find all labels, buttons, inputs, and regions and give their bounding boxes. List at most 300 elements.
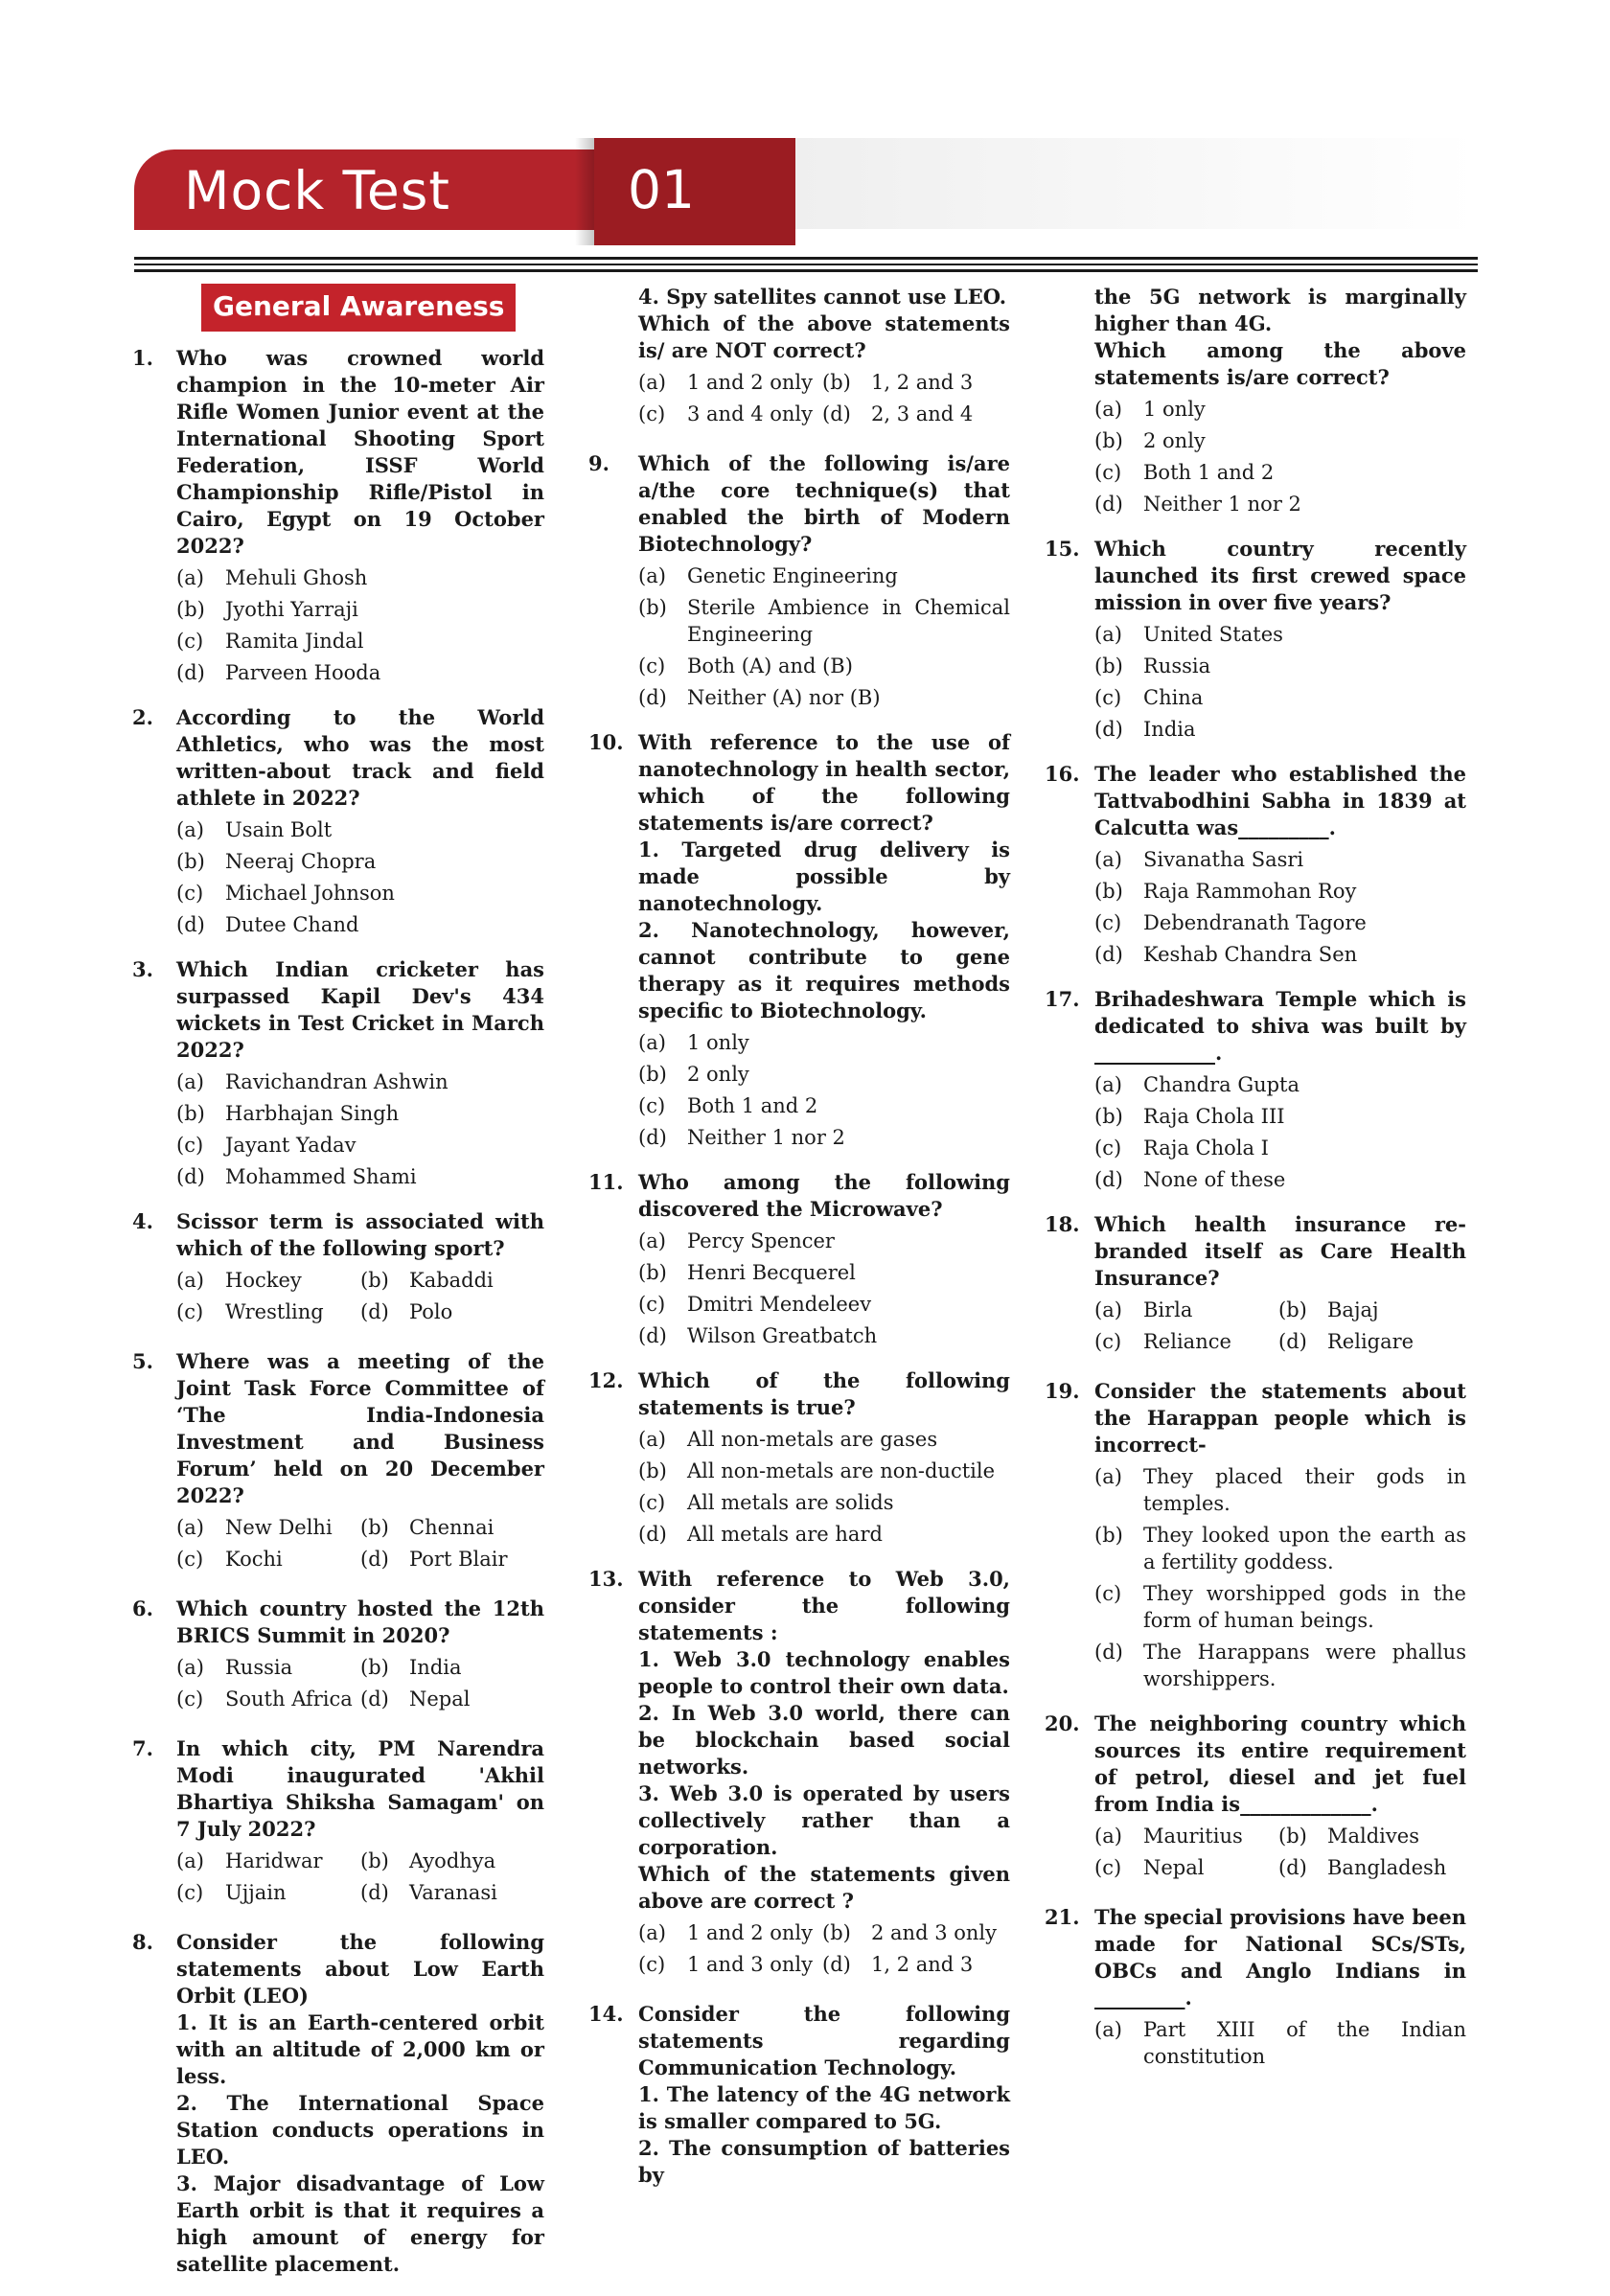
option[interactable] (176, 1100, 544, 1127)
question-number: 1. (132, 346, 153, 370)
option[interactable] (176, 628, 544, 654)
option[interactable] (638, 1092, 1010, 1119)
option[interactable] (1094, 1166, 1466, 1193)
option-text: 1 only (1143, 398, 1206, 421)
option-label: (c) (176, 630, 204, 653)
options-grid (176, 1654, 544, 1717)
option-label: (b) (1094, 654, 1123, 677)
option-label: (d) (360, 1688, 389, 1711)
statement: 3. Major disadvantage of Low Earth orbit is that it requires a high amount of energy for satellite placement. (176, 2171, 544, 2276)
option[interactable] (1094, 2016, 1466, 2070)
question-number: 11. (588, 1170, 624, 1194)
option-label: (b) (176, 1102, 205, 1125)
option-label: (b) (176, 598, 205, 621)
options-grid (176, 1848, 544, 1911)
option[interactable] (176, 1163, 544, 1190)
option-label: (d) (176, 661, 205, 684)
option[interactable] (1094, 396, 1466, 423)
option-label: (b) (1278, 1825, 1307, 1848)
option-text: Nepal (409, 1688, 471, 1711)
question-18 (1045, 1211, 1466, 1360)
option-text: 1 and 3 only (687, 1953, 813, 1976)
option-label: (a) (176, 1269, 204, 1292)
option-text: The Harappans were phallus worshippers. (1143, 1641, 1466, 1690)
option[interactable] (1278, 1823, 1466, 1849)
option[interactable] (176, 1068, 544, 1095)
option-label: (d) (1094, 1168, 1123, 1191)
option[interactable] (822, 369, 1010, 396)
option-label: (b) (176, 850, 205, 873)
option-label: (d) (360, 1881, 389, 1904)
option[interactable] (176, 1686, 360, 1712)
option[interactable] (1094, 653, 1466, 679)
question-17 (1045, 986, 1466, 1193)
question-number: 21. (1045, 1905, 1080, 1929)
option[interactable] (638, 1259, 1010, 1286)
option-label: (b) (1094, 880, 1123, 903)
option-label: (c) (1094, 1137, 1122, 1159)
option-label: (b) (638, 1063, 667, 1086)
question-text: Which Indian cricketer has surpassed Kapil Dev's 434 wickets in Test Cricket in March 2022? (176, 957, 544, 1062)
question-21 (1045, 1904, 1466, 2070)
option-label: (c) (638, 1491, 666, 1514)
option-text: United States (1143, 623, 1283, 646)
option[interactable] (1094, 1135, 1466, 1161)
option[interactable] (638, 653, 1010, 679)
option[interactable] (176, 1298, 360, 1325)
option[interactable] (1094, 459, 1466, 486)
option[interactable] (1094, 1580, 1466, 1634)
option[interactable] (176, 848, 544, 875)
option-text: Nepal (1143, 1856, 1205, 1879)
option-text: Wilson Greatbatch (687, 1324, 878, 1347)
option-label: (a) (1094, 1465, 1122, 1488)
option-label: (c) (1094, 1330, 1122, 1353)
option[interactable] (638, 1029, 1010, 1056)
option-label: (a) (638, 1229, 666, 1252)
option[interactable] (1094, 1823, 1278, 1849)
option-text: Varanasi (409, 1881, 497, 1904)
question-text: Which of the following statements is true? (638, 1368, 1010, 1419)
option[interactable] (1094, 621, 1466, 648)
question-19 (1045, 1378, 1466, 1692)
question-text: Which of the following is/are a/the core technique(s) that enabled the birth of Modern Biotechnology? (638, 451, 1010, 556)
option[interactable] (638, 594, 1010, 648)
option-text: South Africa (225, 1688, 353, 1711)
option-text: 2, 3 and 4 (871, 402, 974, 425)
option-text: Chandra Gupta (1143, 1073, 1300, 1096)
option-label: (b) (638, 1261, 667, 1284)
option-text: Jayant Yadav (225, 1134, 356, 1157)
question-4 (132, 1208, 544, 1330)
option[interactable] (638, 684, 1010, 711)
option[interactable] (638, 1426, 1010, 1453)
option-text: All non-metals are gases (687, 1428, 938, 1451)
option-text: Russia (1143, 654, 1211, 677)
statement: 4. Spy satellites cannot use LEO. (638, 285, 1007, 309)
option-label: (c) (638, 1293, 666, 1316)
option[interactable] (1094, 1522, 1466, 1575)
option-text: Raja Rammohan Roy (1143, 880, 1357, 903)
question-text: Which health insurance re-branded itself as Care Health Insurance? (1094, 1212, 1466, 1290)
option-text: They worshipped gods in the form of human beings. (1143, 1582, 1466, 1632)
option-label: (b) (360, 1269, 389, 1292)
option-label: (c) (176, 1881, 204, 1904)
option-label: (d) (822, 1953, 851, 1976)
option-label: (c) (638, 1094, 666, 1117)
options-list (638, 563, 1010, 711)
option[interactable] (822, 1951, 1010, 1978)
question-number: 14. (588, 2002, 624, 2026)
option[interactable] (1094, 716, 1466, 743)
option[interactable] (360, 1267, 544, 1294)
option-text: Haridwar (225, 1849, 323, 1872)
question-number: 10. (588, 730, 624, 754)
section-heading: General Awareness (201, 284, 516, 332)
option[interactable] (638, 1061, 1010, 1088)
statement: the 5G network is marginally higher than 4G. (1094, 285, 1466, 335)
option-text: Genetic Engineering (687, 564, 898, 587)
option[interactable] (638, 1322, 1010, 1349)
option[interactable] (1094, 1328, 1278, 1355)
option-text: Hockey (225, 1269, 302, 1292)
option-text: Parveen Hooda (225, 661, 381, 684)
banner-tab-shadow (575, 138, 596, 245)
statement: 2. The International Space Station conducts operations in LEO. (176, 2091, 544, 2169)
option-label: (b) (1278, 1298, 1307, 1321)
option-text: Mauritius (1143, 1825, 1243, 1848)
option-label: (b) (822, 371, 851, 394)
options-list (176, 1068, 544, 1190)
option-label: (b) (360, 1516, 389, 1539)
option[interactable] (360, 1546, 544, 1573)
option-text: Kochi (225, 1548, 283, 1571)
option[interactable] (1278, 1297, 1466, 1323)
option-label: (a) (638, 1921, 666, 1944)
options-list (1094, 2016, 1466, 2070)
option-text: Usain Bolt (225, 818, 333, 841)
option-text: Part XIII of the Indian constitution (1143, 2018, 1466, 2068)
column-1 (132, 284, 544, 2296)
option-text: Polo (409, 1300, 453, 1323)
question-12 (588, 1367, 1010, 1548)
option[interactable] (638, 1291, 1010, 1318)
option-label: (d) (176, 1165, 205, 1188)
question-5 (132, 1348, 544, 1577)
question-number: 3. (132, 957, 153, 981)
statement: 2. In Web 3.0 world, there can be blockchain based social networks. (638, 1701, 1010, 1779)
option-label: (d) (360, 1548, 389, 1571)
question-3 (132, 956, 544, 1190)
option-label: (d) (1094, 1641, 1123, 1664)
option-label: (a) (638, 1428, 666, 1451)
option[interactable] (822, 401, 1010, 427)
option[interactable] (1094, 427, 1466, 454)
option-label: (d) (638, 1324, 667, 1347)
question-10 (588, 729, 1010, 1151)
question-13 (588, 1566, 1010, 1983)
option-text: Chennai (409, 1516, 494, 1539)
option[interactable] (1278, 1328, 1466, 1355)
question-number: 13. (588, 1567, 624, 1591)
option-text: Harbhajan Singh (225, 1102, 400, 1125)
option[interactable] (1278, 1854, 1466, 1881)
option-text: Religare (1327, 1330, 1414, 1353)
option-label: (d) (638, 1126, 667, 1149)
option[interactable] (638, 401, 822, 427)
option[interactable] (638, 563, 1010, 589)
question-number: 8. (132, 1930, 153, 1954)
option[interactable] (1094, 846, 1466, 873)
option-label: (c) (176, 1300, 204, 1323)
option[interactable] (638, 1228, 1010, 1254)
option[interactable] (360, 1879, 544, 1906)
column-3 (1045, 284, 1466, 2088)
option-text: Mohammed Shami (225, 1165, 417, 1188)
option-text: New Delhi (225, 1516, 333, 1539)
option-label: (d) (638, 1523, 667, 1546)
question-number: 18. (1045, 1212, 1080, 1236)
option-label: (a) (1094, 1073, 1122, 1096)
option-text: Ramita Jindal (225, 630, 364, 653)
option[interactable] (1094, 878, 1466, 905)
option-text: Michael Johnson (225, 882, 395, 905)
option-label: (b) (638, 1459, 667, 1482)
option-text: Neither 1 nor 2 (1143, 493, 1301, 516)
option-text: Percy Spencer (687, 1229, 835, 1252)
option-text: Neither (A) nor (B) (687, 686, 881, 709)
option-text: Ravichandran Ashwin (225, 1070, 448, 1093)
option-label: (a) (176, 1656, 204, 1679)
question-text: Who among the following discovered the Microwave? (638, 1170, 1010, 1221)
option[interactable] (176, 1514, 360, 1541)
question-14 (588, 2001, 1010, 2189)
option-text: Ujjain (225, 1881, 287, 1904)
question-prompt: Which among the above statements is/are correct? (1094, 338, 1466, 389)
question-number: 16. (1045, 762, 1080, 786)
test-number: 01 (628, 159, 695, 220)
option-text: Keshab Chandra Sen (1143, 943, 1358, 966)
option-text: Both 1 and 2 (1143, 461, 1275, 484)
option[interactable] (1094, 684, 1466, 711)
header-rule-middle (134, 264, 1478, 265)
option-text: Bajaj (1327, 1298, 1379, 1321)
option-label: (a) (176, 1516, 204, 1539)
option-label: (a) (1094, 1825, 1122, 1848)
option[interactable] (360, 1848, 544, 1874)
option[interactable] (176, 564, 544, 591)
options-grid (176, 1514, 544, 1577)
option-label: (d) (1278, 1330, 1307, 1353)
question-text: Which country recently launched its first crewed space mission in over five years? (1094, 537, 1466, 614)
option-label: (a) (1094, 2018, 1122, 2041)
option[interactable] (1094, 1854, 1278, 1881)
option-label: (b) (638, 596, 667, 619)
option-label: (c) (638, 1953, 666, 1976)
option-text: Mehuli Ghosh (225, 566, 368, 589)
option-label: (b) (822, 1921, 851, 1944)
option-label: (c) (176, 1134, 204, 1157)
option[interactable] (176, 816, 544, 843)
question-11 (588, 1169, 1010, 1349)
header-rule-bottom (134, 269, 1478, 272)
options-list (1094, 396, 1466, 517)
question-text: Where was a meeting of the Joint Task Force Committee of ‘The India-Indonesia Investment and Business Forum’ held on 20 December 2022? (176, 1349, 544, 1507)
option[interactable] (1094, 1463, 1466, 1517)
option[interactable] (638, 1124, 1010, 1151)
option-label: (b) (360, 1656, 389, 1679)
option-label: (a) (1094, 398, 1122, 421)
question-prompt: Which of the statements given above are correct ? (638, 1862, 1010, 1913)
question-text: The leader who established the Tattvabodhini Sabha in 1839 at Calcutta was_________. (1094, 762, 1466, 839)
options-list (1094, 1463, 1466, 1692)
option[interactable] (638, 1919, 822, 1946)
option-text: Jyothi Yarraji (225, 598, 358, 621)
option-text: India (1143, 718, 1196, 741)
option-text: Birla (1143, 1298, 1193, 1321)
option[interactable] (176, 880, 544, 907)
options-list (638, 1228, 1010, 1349)
option[interactable] (176, 1879, 360, 1906)
option[interactable] (1094, 1103, 1466, 1130)
option[interactable] (1094, 491, 1466, 517)
option[interactable] (1094, 1297, 1278, 1323)
option[interactable] (360, 1686, 544, 1712)
option[interactable] (176, 1546, 360, 1573)
option-label: (a) (638, 1031, 666, 1054)
options-grid (176, 1267, 544, 1330)
option-text: Neither 1 nor 2 (687, 1126, 845, 1149)
option[interactable] (360, 1514, 544, 1541)
option-text: 1, 2 and 3 (871, 1953, 974, 1976)
option-text: Reliance (1143, 1330, 1231, 1353)
statement: 1. Web 3.0 technology enables people to control their own data. (638, 1647, 1010, 1698)
option[interactable] (638, 369, 822, 396)
option-text: Raja Chola I (1143, 1137, 1269, 1159)
option-label: (b) (1094, 1524, 1123, 1547)
option[interactable] (822, 1919, 1010, 1946)
question-15 (1045, 536, 1466, 743)
option-text: 2 only (687, 1063, 749, 1086)
options-list (638, 1029, 1010, 1151)
question-text: Consider the statements about the Harappan people which is incorrect- (1094, 1379, 1466, 1457)
option-text: Dmitri Mendeleev (687, 1293, 872, 1316)
statement: 1. Targeted drug delivery is made possible by nanotechnology. (638, 838, 1010, 915)
statement: 1. It is an Earth-centered orbit with an altitude of 2,000 km or less. (176, 2010, 544, 2088)
question-number: 15. (1045, 537, 1080, 561)
option-label: (a) (176, 818, 204, 841)
option-label: (b) (1094, 1105, 1123, 1128)
question-9 (588, 450, 1010, 711)
option-label: (c) (176, 1548, 204, 1571)
option[interactable] (1094, 909, 1466, 936)
question-text: Who was crowned world champion in the 10-meter Air Rifle Women Junior event at the International Shooting Sport Federation, ISSF World Championship Rifle/Pistol in Cairo, Egypt on 19 October 2022? (176, 346, 544, 558)
option[interactable] (176, 596, 544, 623)
question-number: 5. (132, 1349, 153, 1373)
options-list (1094, 846, 1466, 968)
question-text: With reference to the use of nanotechnology in health sector, which of the following statements is/are correct? (638, 730, 1010, 835)
option-label: (a) (176, 566, 204, 589)
option[interactable] (638, 1951, 822, 1978)
option-text: They placed their gods in temples. (1143, 1465, 1466, 1515)
options-grid (638, 1919, 1010, 1983)
option-label: (d) (1094, 718, 1123, 741)
question-number: 6. (132, 1596, 153, 1620)
option[interactable] (176, 659, 544, 686)
question-1 (132, 345, 544, 686)
question-text: Consider the following statements regarding Communication Technology. (638, 2002, 1010, 2079)
option-label: (b) (1094, 429, 1123, 452)
option-label: (c) (176, 1688, 204, 1711)
option-text: 2 only (1143, 429, 1206, 452)
question-text: In which city, PM Narendra Modi inaugurated 'Akhil Bhartiya Shiksha Samagam' on 7 July 2022? (176, 1736, 544, 1841)
option[interactable] (176, 1654, 360, 1681)
options-list (176, 816, 544, 938)
option[interactable] (638, 1521, 1010, 1548)
page-title: Mock Test (184, 160, 450, 221)
option[interactable] (1094, 1071, 1466, 1098)
option-text: 1, 2 and 3 (871, 371, 974, 394)
option[interactable] (360, 1298, 544, 1325)
option[interactable] (176, 911, 544, 938)
question-8-continued (588, 284, 1010, 432)
option[interactable] (360, 1654, 544, 1681)
question-text: The neighboring country which sources its entire requirement of petrol, diesel and jet fuel from India is_____________. (1094, 1711, 1466, 1816)
option-label: (d) (1094, 943, 1123, 966)
option[interactable] (176, 1848, 360, 1874)
question-14-continued (1045, 284, 1466, 517)
option-text: 1 and 2 only (687, 371, 813, 394)
option-label: (c) (1094, 461, 1122, 484)
option-text: All metals are hard (687, 1523, 883, 1546)
option[interactable] (176, 1132, 544, 1159)
option-label: (b) (360, 1849, 389, 1872)
option-label: (d) (176, 913, 205, 936)
question-text: The special provisions have been made for National SCs/STs, OBCs and Anglo Indians in _________. (1094, 1905, 1466, 2009)
option-label: (d) (638, 686, 667, 709)
option-label: (a) (176, 1849, 204, 1872)
option-label: (d) (822, 402, 851, 425)
option-text: Russia (225, 1656, 293, 1679)
question-text: With reference to Web 3.0, consider the following statements : (638, 1567, 1010, 1644)
options-list (176, 564, 544, 686)
option-label: (a) (1094, 848, 1122, 871)
option-text: 2 and 3 only (871, 1921, 997, 1944)
option-label: (a) (1094, 1298, 1122, 1321)
option-text: Sivanatha Sasri (1143, 848, 1304, 871)
question-text: Consider the following statements about Low Earth Orbit (LEO) (176, 1930, 544, 2008)
option-label: (a) (638, 371, 666, 394)
question-number: 20. (1045, 1711, 1080, 1735)
question-text: According to the World Athletics, who was the most written-about track and field athlete in 2022? (176, 705, 544, 810)
option[interactable] (638, 1489, 1010, 1516)
option-label: (d) (360, 1300, 389, 1323)
question-text: Scissor term is associated with which of the following sport? (176, 1209, 544, 1260)
option-label: (c) (1094, 1856, 1122, 1879)
option[interactable] (176, 1267, 360, 1294)
question-6 (132, 1596, 544, 1717)
option-text: 3 and 4 only (687, 402, 813, 425)
question-number: 4. (132, 1209, 153, 1233)
option[interactable] (1094, 1639, 1466, 1692)
options-grid (1094, 1823, 1466, 1886)
option[interactable] (1094, 941, 1466, 968)
statement: 3. Web 3.0 is operated by users collectively rather than a corporation. (638, 1781, 1010, 1859)
option-label: (a) (1094, 623, 1122, 646)
option-label: (c) (1094, 686, 1122, 709)
option[interactable] (638, 1458, 1010, 1484)
question-20 (1045, 1711, 1466, 1886)
